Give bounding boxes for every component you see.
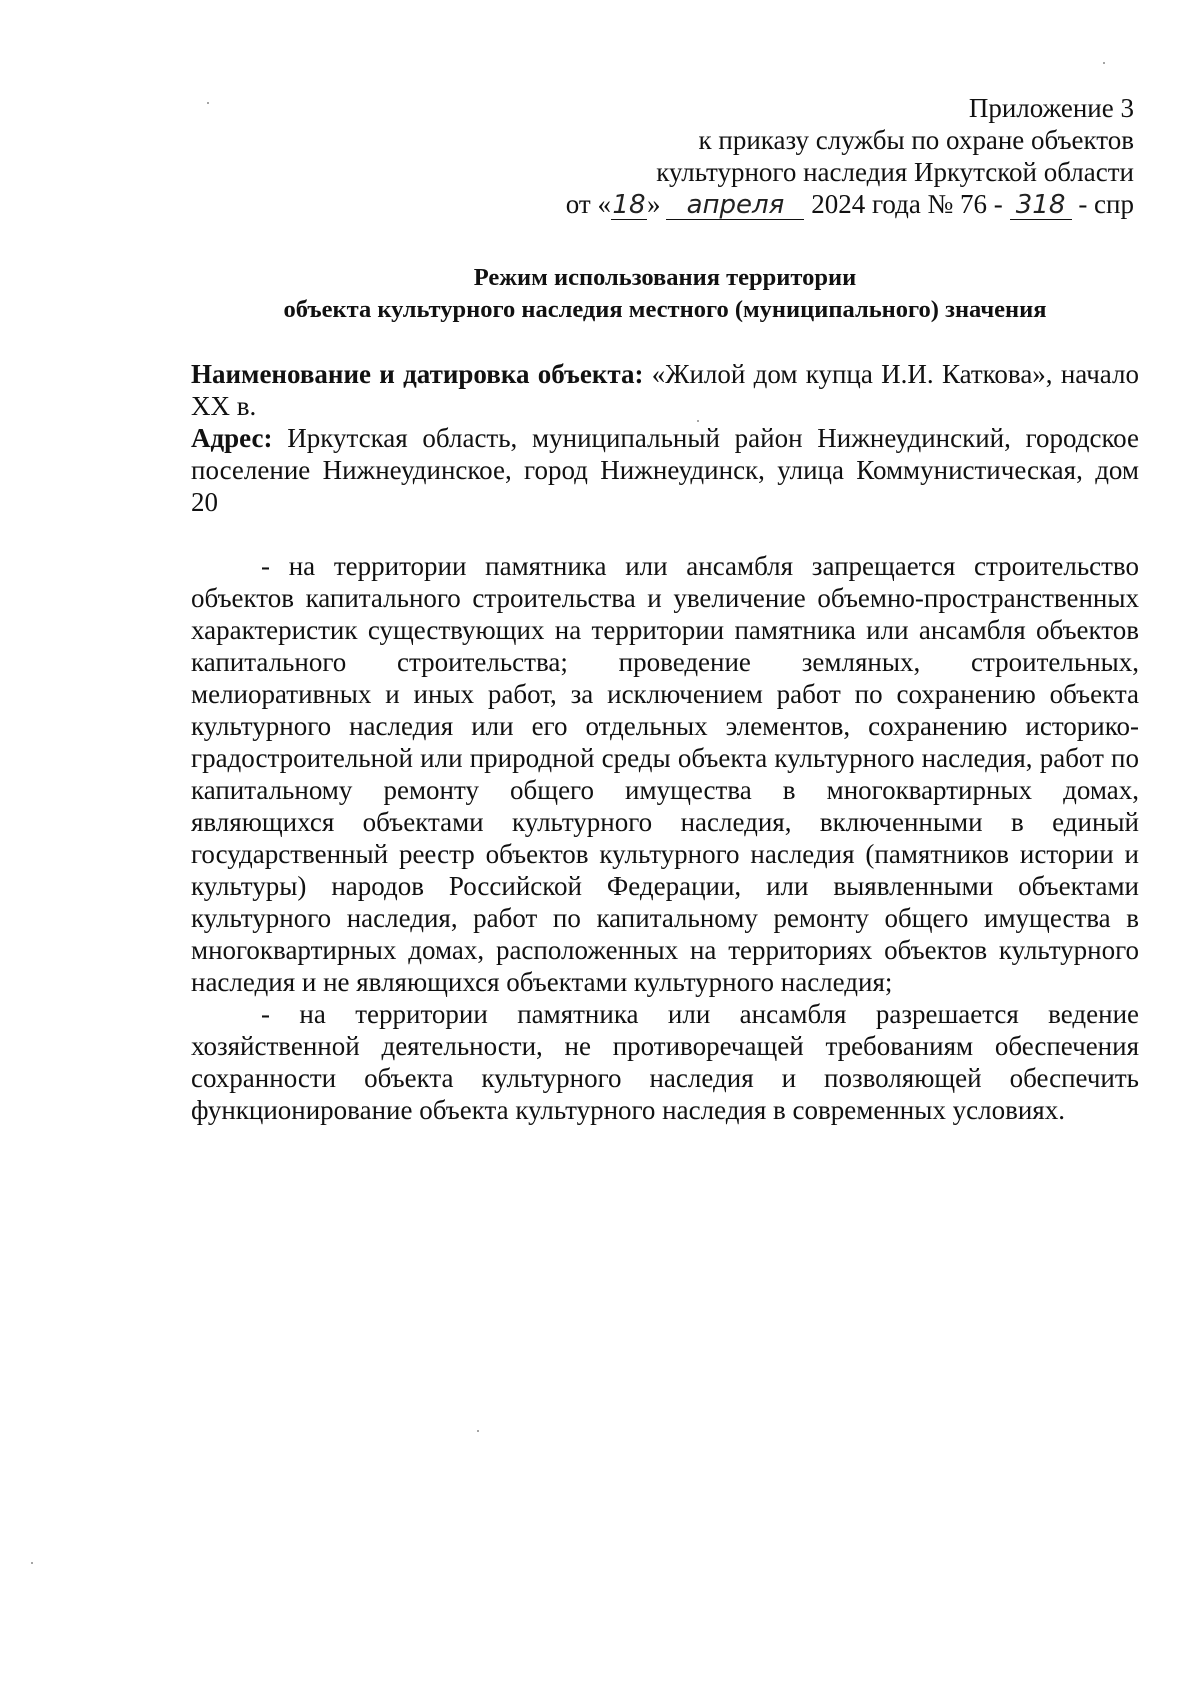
handwritten-order-number: 318: [1010, 191, 1072, 220]
order-suffix: - спр: [1078, 189, 1134, 219]
address-label: Адрес:: [191, 423, 273, 453]
handwritten-month: апреля: [666, 191, 804, 220]
scan-speck: [477, 1430, 479, 1432]
appendix-header: [566, 92, 1134, 220]
object-name-label: Наименование и датировка объекта:: [191, 359, 644, 389]
title-line-2: объекта культурного наследия местного (муниципального) значения: [283, 296, 1047, 323]
appendix-order-line: к приказу службы по охране объектов: [698, 125, 1134, 155]
prohibition-paragraph: - на территории памятника или ансамбля запрещается строительство объектов капитального строительства и увеличение объемно-пространственных характеристик существующих на территории памятника или ансамбля объектов капитального строительства; проведение земляных, строительных, мелиоративных и иных работ, за исключением работ по сохранению объекта культурного наследия или его отдельных элементов, сохранению историко-градостроительной или природной среды объекта культурного наследия, работ по капитальному ремонту общего имущества в многоквартирных домах, являющихся объектами культурного наследия, включенными в единый государственный реестр объектов культурного наследия (памятников истории и культуры) народов Российской Федерации, или выявленными объектами культурного наследия, работ по капитальному ремонту общего имущества в многоквартирных домах, расположенных на территориях объектов культурного наследия и не являющихся объектами культурного наследия;: [191, 551, 1139, 997]
document-title: [190, 262, 1140, 326]
title-line-1: Режим использования территории: [473, 264, 857, 291]
object-name-paragraph: [191, 358, 1139, 422]
date-prefix: от «: [565, 189, 611, 219]
scan-speck: [207, 102, 209, 104]
document-body: [191, 358, 1139, 1126]
appendix-agency-line: культурного наследия Иркутской области: [656, 157, 1134, 187]
scan-speck: [1103, 62, 1105, 64]
date-mid: »: [646, 189, 661, 219]
appendix-number: Приложение 3: [968, 93, 1134, 123]
object-name-value: «Жилой дом купца И.И. Каткова», начало XX в.: [191, 359, 1139, 421]
spacer: [191, 518, 1139, 550]
scan-speck: [31, 1562, 33, 1564]
address-value: Иркутская область, муниципальный район Нижнеудинский, городское поселение Нижнеудинское, город Нижнеудинск, улица Коммунистическая, дом 20: [191, 423, 1139, 517]
date-year-text: 2024 года № 76 -: [811, 189, 1003, 219]
appendix-date-line: [566, 188, 1134, 220]
address-paragraph: [191, 422, 1139, 518]
handwritten-day: 18: [612, 190, 646, 220]
permission-paragraph: - на территории памятника или ансамбля разрешается ведение хозяйственной деятельности, не противоречащей требованиям обеспечения сохранности объекта культурного наследия и позволяющей обеспечить функционирование объекта культурного наследия в современных условиях.: [191, 999, 1139, 1125]
scan-speck: [697, 420, 699, 422]
